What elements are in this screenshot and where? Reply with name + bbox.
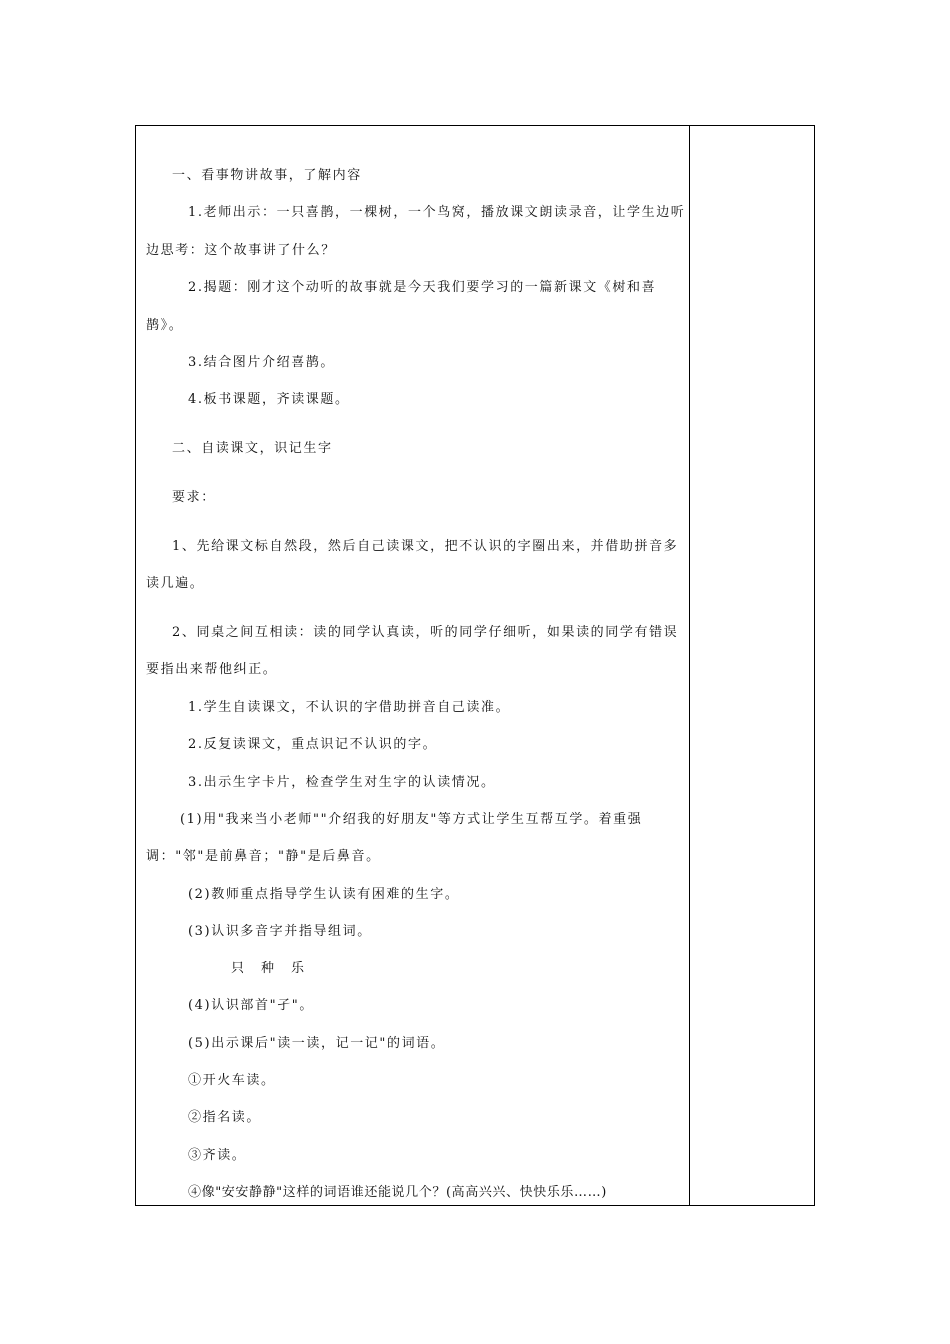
text-line: 1.学生自读课文，不认识的字借助拼音自己读准。 [188,700,511,715]
text-line: ④像"安安静静"这样的词语谁还能说几个？(高高兴兴、快快乐乐……) [188,1185,607,1200]
text-line: 边思考：这个故事讲了什么？ [146,243,336,258]
text-line: 3.出示生字卡片，检查学生对生字的认读情况。 [188,775,496,790]
section-heading: 二、自读课文，识记生字 [172,441,333,456]
polyphonic-characters: 只 种 乐 [231,961,307,976]
text-line: 1、先给课文标自然段，然后自己读课文，把不认识的字圈出来，并借助拼音多 [172,539,679,554]
text-line: (1)用"我来当小老师""介绍我的好朋友"等方式让学生互帮互学。着重强 [180,812,643,827]
column-divider [689,125,690,1206]
text-line: 3.结合图片介绍喜鹊。 [188,355,336,370]
section-heading: 一、看事物讲故事，了解内容 [172,168,362,183]
text-line: 要求： [172,490,216,505]
text-line: 2.反复读课文，重点识记不认识的字。 [188,737,438,752]
text-line: 4.板书课题，齐读课题。 [188,392,350,407]
text-line: 2、同桌之间互相读：读的同学认真读，听的同学仔细听，如果读的同学有错误 [172,625,679,640]
text-line: 读几遍。 [146,576,205,591]
text-line: (3)认识多音字并指导组词。 [188,924,372,939]
text-line: 要指出来帮他纠正。 [146,662,278,677]
text-line: ③齐读。 [188,1148,247,1163]
text-line: ①开火车读。 [188,1073,276,1088]
text-line: (5)出示课后"读一读，记一记"的词语。 [188,1036,446,1051]
text-line: 调："邻"是前鼻音；"静"是后鼻音。 [146,849,381,864]
text-line: (4)认识部首"孑"。 [188,998,314,1013]
text-line: 2.揭题：刚才这个动听的故事就是今天我们要学习的一篇新课文《树和喜 [188,280,657,295]
text-line: 1.老师出示：一只喜鹊，一棵树，一个鸟窝，播放课文朗读录音，让学生边听 [188,205,686,220]
text-line: ②指名读。 [188,1110,262,1125]
text-line: 鹊》。 [146,318,184,333]
text-line: (2)教师重点指导学生认读有困难的生字。 [188,887,460,902]
